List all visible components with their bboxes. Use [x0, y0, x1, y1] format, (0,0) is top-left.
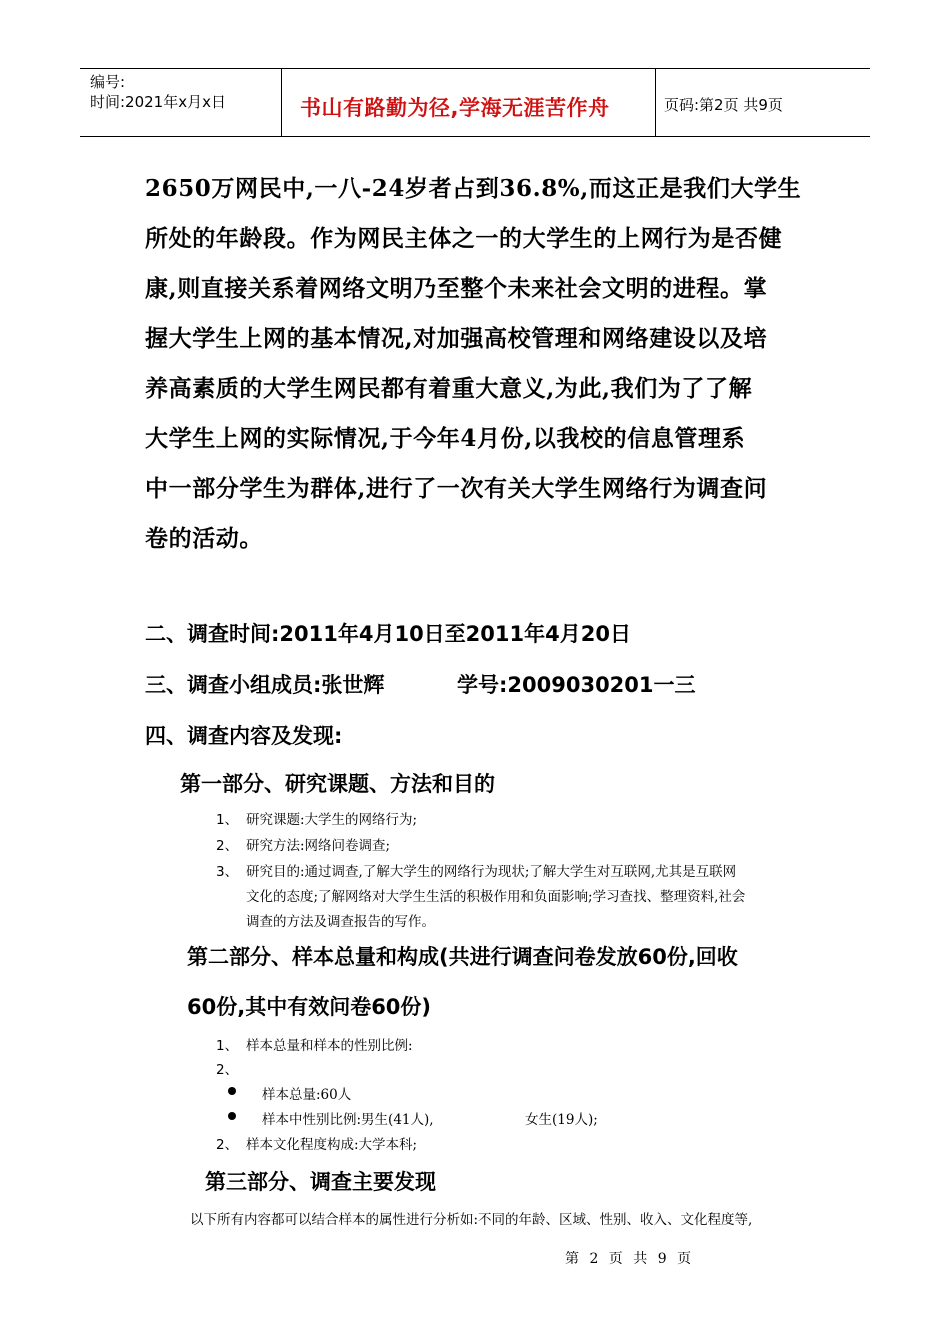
list-item: 研究目的:通过调查,了解大学生的网络行为现状;了解大学生对互联网,尤其是互联网 — [246, 864, 737, 880]
list-item: 文化的态度;了解网络对大学生生活的积极作用和负面影响;学习查找、整理资料,社会 — [246, 889, 746, 905]
header-top-border — [80, 68, 870, 69]
list-number: 2、 — [216, 838, 239, 854]
paragraph-line: 所处的年龄段。作为网民主体之一的大学生的上网行为是否健 — [145, 225, 783, 252]
list-number: 2、 — [216, 1062, 239, 1078]
part3-title: 第三部分、调查主要发现 — [205, 1170, 436, 1194]
bullet-sample-total: 样本总量:60人 — [262, 1087, 352, 1103]
section-content-heading: 四、调查内容及发现: — [145, 724, 343, 748]
paragraph-line: 卷的活动。 — [145, 525, 263, 552]
part1-title: 第一部分、研究课题、方法和目的 — [180, 772, 495, 796]
paragraph-line: 握大学生上网的基本情况,对加强高校管理和网络建设以及培 — [145, 325, 768, 352]
list-number: 2、 — [216, 1137, 239, 1153]
header-number-label: 编号: — [90, 73, 126, 91]
section-student-id: 学号:2009030201一三 — [457, 673, 696, 697]
header-time-label: 时间:2021年x月x日 — [90, 93, 226, 111]
part2-title-line2: 60份,其中有效问卷60份) — [187, 995, 432, 1019]
bullet-gender-female: 女生(19人); — [525, 1112, 598, 1128]
paragraph-line: 2650万网民中,一八-24岁者占到36.8%,而这正是我们大学生 — [145, 175, 802, 202]
footer-page-number: 第 2 页 共 9 页 — [565, 1251, 695, 1267]
list-number: 1、 — [216, 812, 239, 828]
list-item: 调查的方法及调查报告的写作。 — [246, 914, 435, 930]
header-bottom-border — [80, 136, 870, 137]
list-item: 样本文化程度构成:大学本科; — [246, 1137, 418, 1153]
header-divider-right — [655, 68, 656, 136]
list-number: 1、 — [216, 1038, 239, 1054]
header-page-info: 页码:第2页 共9页 — [664, 96, 783, 114]
part3-text: 以下所有内容都可以结合样本的属性进行分析如:不同的年龄、区域、性别、收入、文化程度等, — [190, 1212, 753, 1228]
list-item: 研究方法:网络问卷调查; — [246, 838, 391, 854]
list-item: 研究课题:大学生的网络行为; — [246, 812, 418, 828]
bullet-gender-male: 样本中性别比例:男生(41人), — [262, 1112, 434, 1128]
paragraph-line: 中一部分学生为群体,进行了一次有关大学生网络行为调查问 — [145, 475, 768, 502]
section-team-member: 三、调查小组成员:张世辉 — [145, 673, 385, 697]
paragraph-line: 大学生上网的实际情况,于今年4月份,以我校的信息管理系 — [145, 425, 746, 452]
list-number: 3、 — [216, 864, 239, 880]
paragraph-line: 养高素质的大学生网民都有着重大意义,为此,我们为了了解 — [145, 375, 753, 402]
header-motto: 书山有路勤为径,学海无涯苦作舟 — [300, 96, 610, 120]
bullet-icon — [228, 1087, 236, 1095]
paragraph-line: 康,则直接关系着网络文明乃至整个未来社会文明的进程。掌 — [145, 275, 768, 302]
list-item: 样本总量和样本的性别比例: — [246, 1038, 413, 1054]
bullet-icon — [228, 1112, 236, 1120]
header-divider-left — [281, 68, 282, 136]
part2-title-line1: 第二部分、样本总量和构成(共进行调查问卷发放60份,回收 — [187, 945, 738, 969]
section-survey-time: 二、调查时间:2011年4月10日至2011年4月20日 — [145, 622, 631, 646]
